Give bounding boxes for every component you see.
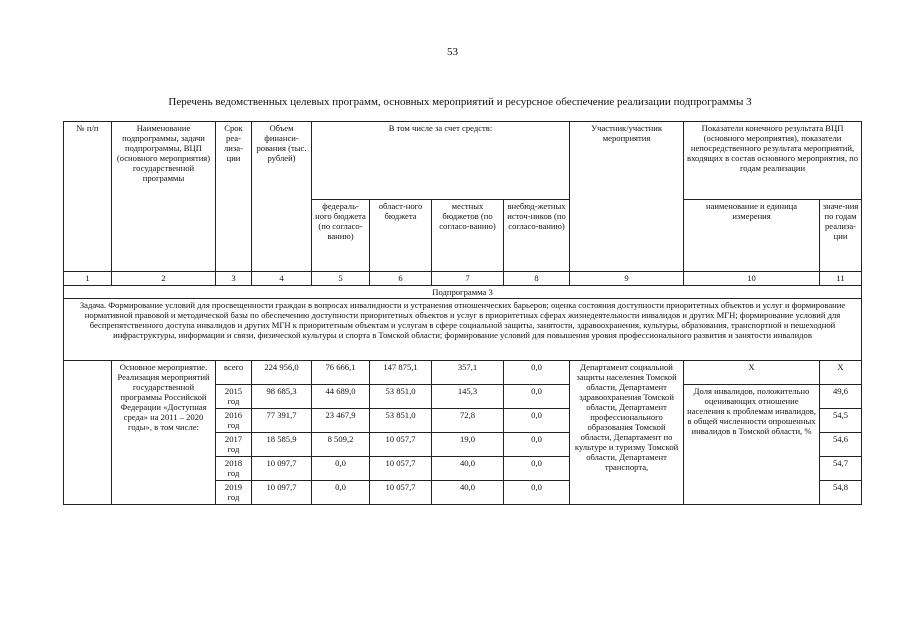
header-row-1: [64, 122, 862, 200]
volume-cell: 10 097,7: [252, 481, 312, 505]
header-local: местных бюджетов (по согласо-ванию): [432, 200, 504, 272]
header-num: № п/п: [64, 122, 112, 272]
col-number: 2: [112, 272, 216, 286]
federal-cell: 0,0: [312, 457, 370, 481]
page-number: 53: [447, 46, 458, 58]
extra-cell: 0,0: [504, 433, 570, 457]
extra-cell: 0,0: [504, 481, 570, 505]
value-cell: 54,5: [820, 409, 862, 433]
header-indicator-name: наименование и единица измерения: [684, 200, 820, 272]
value-cell: 54,8: [820, 481, 862, 505]
extra-cell: 0,0: [504, 385, 570, 409]
activity-participant: Департамент социальной защиты населения Томской области, Департамент здравоохранения Томской области, Департамент профессионального образования Томской области, Департамент по культуре и туризму Томской области, Департамент транспорта,: [570, 361, 684, 505]
local-cell: 72,8: [432, 409, 504, 433]
indicator-x-cell: Х: [684, 361, 820, 385]
extra-cell: 0,0: [504, 361, 570, 385]
regional-cell: 10 057,7: [370, 433, 432, 457]
term-cell: всего: [216, 361, 252, 385]
regional-cell: 10 057,7: [370, 481, 432, 505]
value-cell: 54,7: [820, 457, 862, 481]
federal-cell: 8 509,2: [312, 433, 370, 457]
value-x-cell: Х: [820, 361, 862, 385]
column-numbers-row: [64, 272, 862, 286]
header-volume: Объем финанси-рования (тыс. рублей): [252, 122, 312, 272]
local-cell: 357,1: [432, 361, 504, 385]
federal-cell: 0,0: [312, 481, 370, 505]
col-number: 8: [504, 272, 570, 286]
term-cell: 2015 год: [216, 385, 252, 409]
volume-cell: 98 685,3: [252, 385, 312, 409]
volume-cell: 77 391,7: [252, 409, 312, 433]
local-cell: 19,0: [432, 433, 504, 457]
header-participant: Участник/участник мероприятия: [570, 122, 684, 272]
col-number: 7: [432, 272, 504, 286]
regional-cell: 10 057,7: [370, 457, 432, 481]
header-extra: внебюд-жетных источ-ников (по согласо-ванию): [504, 200, 570, 272]
value-cell: 49,6: [820, 385, 862, 409]
local-cell: 40,0: [432, 481, 504, 505]
document-title: Перечень ведомственных целевых программ, основных мероприятий и ресурсное обеспечение реализации подпрограммы 3: [168, 96, 752, 108]
col-number: 10: [684, 272, 820, 286]
extra-cell: 0,0: [504, 409, 570, 433]
federal-cell: 44 689,0: [312, 385, 370, 409]
regional-cell: 53 851,0: [370, 409, 432, 433]
col-number: 11: [820, 272, 862, 286]
col-number: 1: [64, 272, 112, 286]
task-row: [64, 299, 862, 361]
header-indicators-group: Показатели конечного результата ВЦП (основного мероприятия), показатели непосредственного результата мероприятий, входящих в состав основного мероприятия, по годам реализации: [684, 122, 862, 200]
local-cell: 40,0: [432, 457, 504, 481]
header-sources-group: В том числе за счет средств:: [312, 122, 570, 200]
header-regional: област-ного бюджета: [370, 200, 432, 272]
subprogram-title: Подпрограмма 3: [64, 286, 862, 299]
term-cell: 2018 год: [216, 457, 252, 481]
activity-name: Основное мероприятие. Реализация мероприятий государственной программы Российской Федерации «Доступная среда» на 2011 – 2020 годы», в том числе:: [112, 361, 216, 505]
federal-cell: 23 467,9: [312, 409, 370, 433]
subprogram-row: [64, 286, 862, 299]
extra-cell: 0,0: [504, 457, 570, 481]
term-cell: 2019 год: [216, 481, 252, 505]
header-federal: федераль-ного бюджета (по согласо-ванию): [312, 200, 370, 272]
federal-cell: 76 666,1: [312, 361, 370, 385]
programs-table: [63, 121, 862, 505]
volume-cell: 18 585,9: [252, 433, 312, 457]
regional-cell: 53 851,0: [370, 385, 432, 409]
header-name: Наименование подпрограммы, задачи подпрограммы, ВЦП (основного мероприятия) государственной программы: [112, 122, 216, 272]
header-term: Срок реа-лиза-ции: [216, 122, 252, 272]
col-number: 3: [216, 272, 252, 286]
indicator-name: Доля инвалидов, положительно оценивающих отношение населения к проблемам инвалидов, в общей численности опрошенных инвалидов в Томской области, %: [684, 385, 820, 505]
task-text: Задача. Формирование условий для просвещенности граждан в вопросах инвалидности и устранения отношенческих барьеров; оценка состояния доступности приоритетных объектов и услуг и формирование нормативной правовой и методической базы по обеспечению доступности приоритетных объектов и услуг в приоритетных сферах жизнедеятельности инвалидов и других МГН; формирование условий для беспрепятственного доступа инвалидов и других МГН к приоритетным объектам и услугам в сфере социальной защиты, занятости, здравоохранения, культуры, образования, транспортной и пешеходной инфраструктуры, информации и связи, физической культуры и спорта в Томской области; формирование условий для повышения уровня профессионального развития и занятости инвалидов: [64, 299, 862, 361]
volume-cell: 10 097,7: [252, 457, 312, 481]
col-number: 9: [570, 272, 684, 286]
term-cell: 2016 год: [216, 409, 252, 433]
local-cell: 145,3: [432, 385, 504, 409]
regional-cell: 147 875,1: [370, 361, 432, 385]
col-number: 6: [370, 272, 432, 286]
value-cell: 54,6: [820, 433, 862, 457]
activity-num: [64, 361, 112, 505]
volume-cell: 224 956,0: [252, 361, 312, 385]
col-number: 5: [312, 272, 370, 286]
header-indicator-values: значе-ния по годам реализа-ции: [820, 200, 862, 272]
table-row: [64, 361, 862, 385]
term-cell: 2017 год: [216, 433, 252, 457]
col-number: 4: [252, 272, 312, 286]
